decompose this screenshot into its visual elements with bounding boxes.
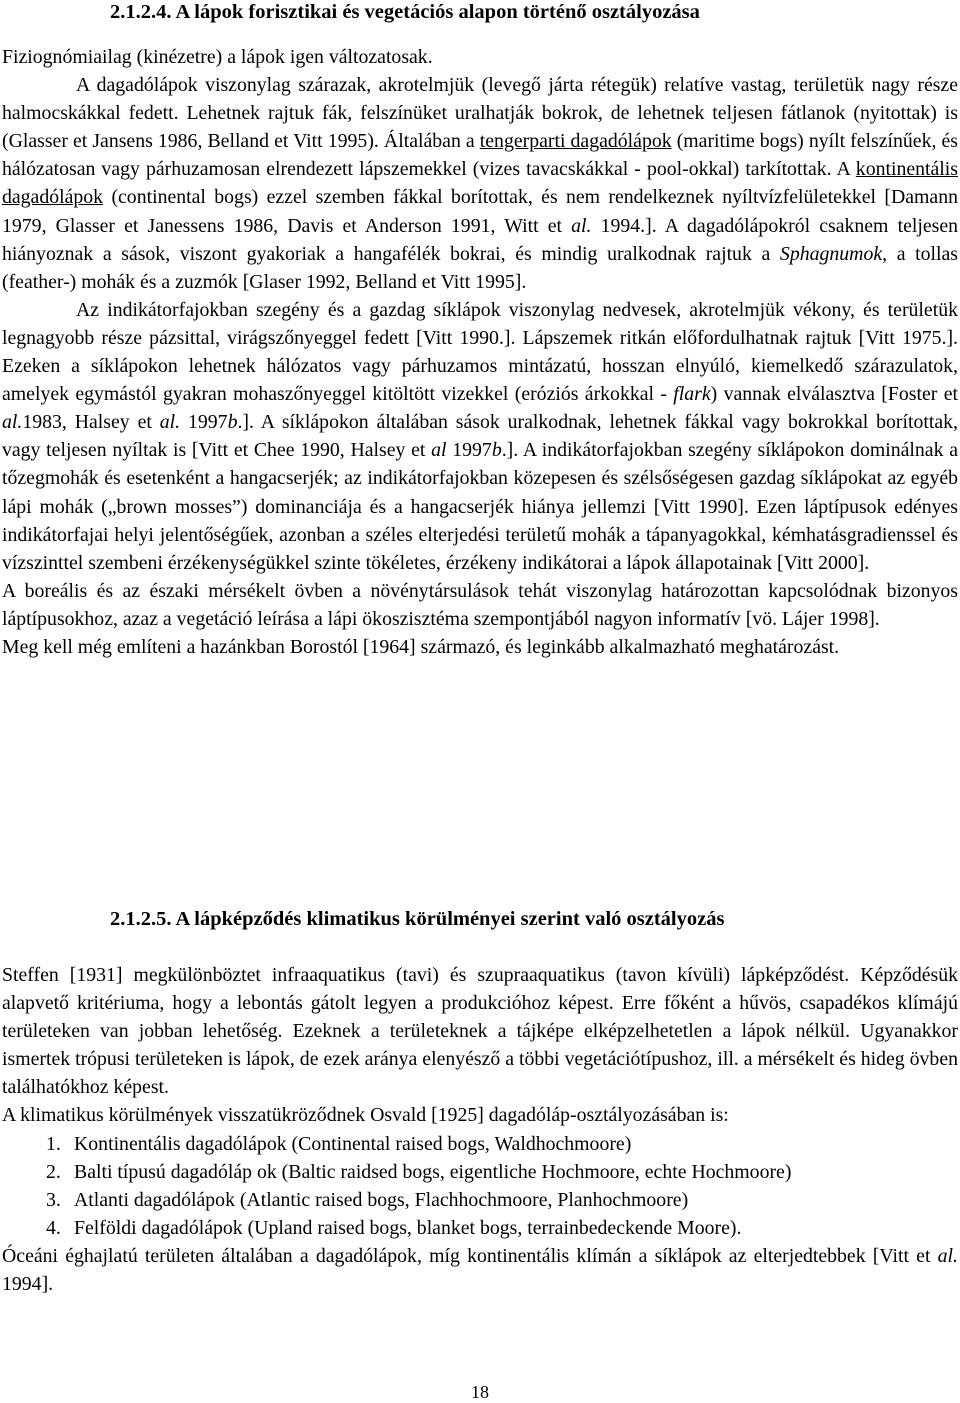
paragraph-osvald-intro: A klimatikus körülmények visszatükröződnek Osvald [1925] dagadóláp-osztályozásában is: bbox=[2, 1104, 729, 1127]
paragraph-fens: Az indikátorfajokban szegény és a gazdag síklápok viszonylag nedvesek, akrotelmjük vékony, és területük legnagyobb része pázsittal, virágszőnyeggel fedett [Vitt 1990.]. Lápszemek ritkán előfordulhatnak rajtuk [Vitt 1975.]. Ezeken a síklápokon lehetnek hálózatos vagy párhuzamos mintázatú, hosszan elnyúló, kiemelkedő szárazulatok, amelyek egymástól gyakran mohaszőnyeggel kitöltött vizekkel (eróziós árkokkal - flark) vannak elválasztva [Foster et al.1983, Halsey et al. 1997b.]. A síklápokon általában sások uralkodnak, lehetnek fákkal vagy bokrokkal borítottak, vagy teljesen nyíltak is [Vitt et Chee 1990, Halsey et al 1997b.]. A indikátorfajokban szegény síklápokon dominálnak a tőzegmohák és esetenként a hangacserjék; az indikátorfajokban közepesen és szélsőségesen gazdag síklápokat az egyéb lápi mohák („brown mosses”) dominanciája és a hangacserjék hiánya jellemzi [Vitt 1990]. Ezen láptípusok edényes indikátorfajai helyi jelentőségűek, azonban a széles elterjedési területű mohák a tápanyagokkal, kémhatásgradienssel és vízszinttel szembeni érzékenységükkel szinte tökéletes, érzékeny indikátorai a lápok állapotainak [Vitt 2000]. bbox=[2, 298, 958, 574]
paragraph-boros: Meg kell még említeni a hazánkban Borostól [1964] származó, és leginkább alkalmazható meghatározást. bbox=[2, 635, 840, 658]
term-coastal-bogs: tengerparti dagadólápok bbox=[479, 130, 672, 153]
paragraph-boreal: A boreális és az északi mérsékelt övben a növénytársulások tehát viszonylag határozottan kapcsolódnak bizonyos láptípusokhoz, azaz a vegetáció leírása a lápi ökoszisztéma szempontjából nagyon informatív [vö. Lájer 1998]. bbox=[2, 579, 958, 630]
list-item: 4. Felföldi dagadólápok (Upland raised bogs, blanket bogs, terrainbedeckende Moore). bbox=[46, 1216, 742, 1239]
list-item: 3. Atlanti dagadólápok (Atlantic raised bogs, Flachhochmoore, Planhochmoore) bbox=[46, 1188, 689, 1211]
bog-type-list bbox=[2, 1130, 958, 1242]
section-heading-2-1-2-4: 2.1.2.4. A lápok forisztikai és vegetációs alapon történő osztályozása bbox=[110, 1, 700, 23]
section-heading-2-1-2-5: 2.1.2.5. A lápképződés klimatikus körülményei szerint való osztályozás bbox=[110, 908, 725, 930]
list-item: 1. Kontinentális dagadólápok (Continental raised bogs, Waldhochmoore) bbox=[46, 1132, 632, 1155]
term-continental-bogs: kontinentális dagadólápok bbox=[2, 158, 958, 209]
section-body-2 bbox=[2, 961, 958, 1298]
paragraph-intro: Fiziognómiailag (kinézetre) a lápok igen változatosak. bbox=[2, 46, 433, 68]
paragraph-steffen: Steffen [1931] megkülönböztet infraaquatikus (tavi) és szupraaquatikus (tavon kívüli) lápképződést. Képződésük alapvető kritériuma, hogy a lebontás gátolt legyen a produkcióhoz képest. Erre főként a hűvös, csapadékos klímájú területeken van jobban lehetőség. Ezeknek a területeknek a tájképe elképzelhetetlen a lápok nélkül. Ugyanakkor ismertek trópusi területeken is lápok, de ezek aránya elenyésző a többi vegetációtípushoz, ill. a mérsékelt és hideg övben találhatókhoz képest. bbox=[2, 964, 958, 1099]
page-number: 18 bbox=[471, 1382, 489, 1402]
paragraph-raised-bogs: A dagadólápok viszonylag szárazak, akrotelmjük (levegő járta rétegük) relatíve vastag, területük nagy része halmocskákkal fedett. Lehetnek rajtuk fák, felszínüket uralhatják bokrok, de lehetnek teljesen fátlanok (nyitottak) is (Glasser et Jansens 1986, Belland et Vitt 1995). Általában a tengerparti dagadólápok (maritime bogs) nyílt felszínűek, és hálózatosan vagy párhuzamosan elrendezett lápszemekkel (vizes tavacskákkal - pool-okkal) tarkítottak. A kontinentális dagadólápok (continental bogs) ezzel szemben fákkal borítottak, és nem rendelkeznek nyíltvízfelületekkel [Damann 1979, Glasser et Janessens 1986, Davis et Anderson 1991, Witt et al. 1994.]. A dagadólápokról csaknem teljesen hiányoznak a sások, viszont gyakoriak a hangafélék bokrai, és mindig uralkodnak rajtuk a Sphagnumok, a tollas (feather-) mohák és a zuzmók [Glaser 1992, Belland et Vitt 1995]. bbox=[2, 74, 958, 293]
section-body-1 bbox=[2, 43, 958, 661]
list-item: 2. Balti típusú dagadóláp ok (Baltic raidsed bogs, eigentliche Hochmoore, echte Hochmoore) bbox=[46, 1160, 792, 1183]
paragraph-oceanic: Óceáni éghajlatú területen általában a dagadólápok, míg kontinentális klímán a síklápok az elterjedtebbek [Vitt et al. 1994]. bbox=[2, 1244, 958, 1296]
term-sphagnum: Sphagnumok bbox=[779, 242, 883, 265]
